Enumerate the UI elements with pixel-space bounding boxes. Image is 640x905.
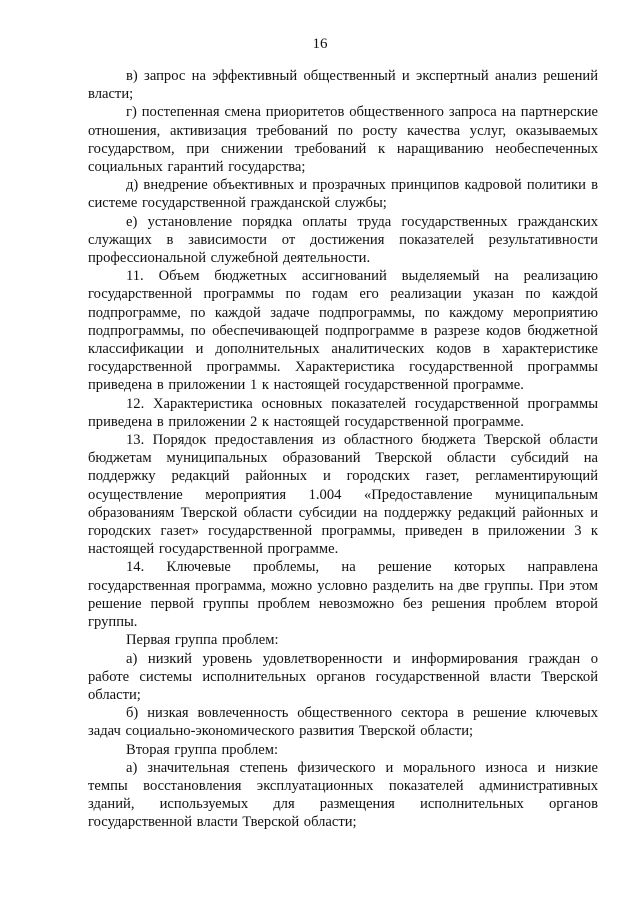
paragraph-d: д) внедрение объективных и прозрачных принципов кадровой политики в системе государственной гражданской службы; bbox=[88, 177, 598, 212]
paragraph-v: в) запрос на эффективный общественный и экспертный анализ решений власти; bbox=[88, 68, 598, 103]
body-text bbox=[88, 67, 598, 832]
paragraph-14: 14. Ключевые проблемы, на решение которых направлена государственная программа, можно условно разделить на две группы. При этом решение первой группы проблем невозможно без решения проблем второй группы. bbox=[88, 559, 598, 631]
second-group-item-a: а) значительная степень физического и морального износа и низкие темпы восстановления эксплуатационных показателей административных зданий, используемых для размещения исполнительных органов государственной власти Тверской области; bbox=[88, 759, 598, 831]
first-group-item-b: б) низкая вовлеченность общественного сектора в решение ключевых задач социально-экономического развития Тверской области; bbox=[88, 705, 598, 740]
first-group-heading: Первая группа проблем: bbox=[126, 632, 279, 649]
first-group-item-a: а) низкий уровень удовлетворенности и информирования граждан о работе системы исполнительных органов государственной власти Тверской области; bbox=[88, 650, 598, 703]
paragraph-11: 11. Объем бюджетных ассигнований выделяемый на реализацию государственной программы по годам его реализации указан по каждой подпрограмме, по каждой задаче подпрограммы, по каждому мероприятию подпрограммы, по обеспечивающей подпрограмме в разрезе кодов бюджетной классификации и дополнительных аналитических кодов в характеристике государственной программы. Характеристика государственной программы приведена в приложении 1 к настоящей государственной программе. bbox=[88, 268, 598, 394]
paragraph-g: г) постепенная смена приоритетов общественного запроса на партнерские отношения, активизация требований по росту качества услуг, оказываемых государством, при снижении требований к наращиванию необеспеченных социальных гарантий государства; bbox=[88, 104, 598, 176]
paragraph-13: 13. Порядок предоставления из областного бюджета Тверской области бюджетам муниципальных образований Тверской области субсидий на поддержку редакций районных и городских газет, регламентирующий осуществление мероприятия 1.004 «Предоставление муниципальным образованиям Тверской области субсидии на поддержку редакций районных и городских газет» государственной программы, приведен в приложении 3 к настоящей государственной программе. bbox=[88, 432, 598, 558]
paragraph-12: 12. Характеристика основных показателей государственной программы приведена в приложении 2 к настоящей государственной программе. bbox=[88, 395, 598, 430]
second-group-heading: Вторая группа проблем: bbox=[126, 741, 278, 758]
page-number: 16 bbox=[312, 36, 328, 52]
paragraph-e: е) установление порядка оплаты труда государственных гражданских служащих в зависимости от достижения показателей результативности профессиональной служебной деятельности. bbox=[88, 213, 598, 267]
